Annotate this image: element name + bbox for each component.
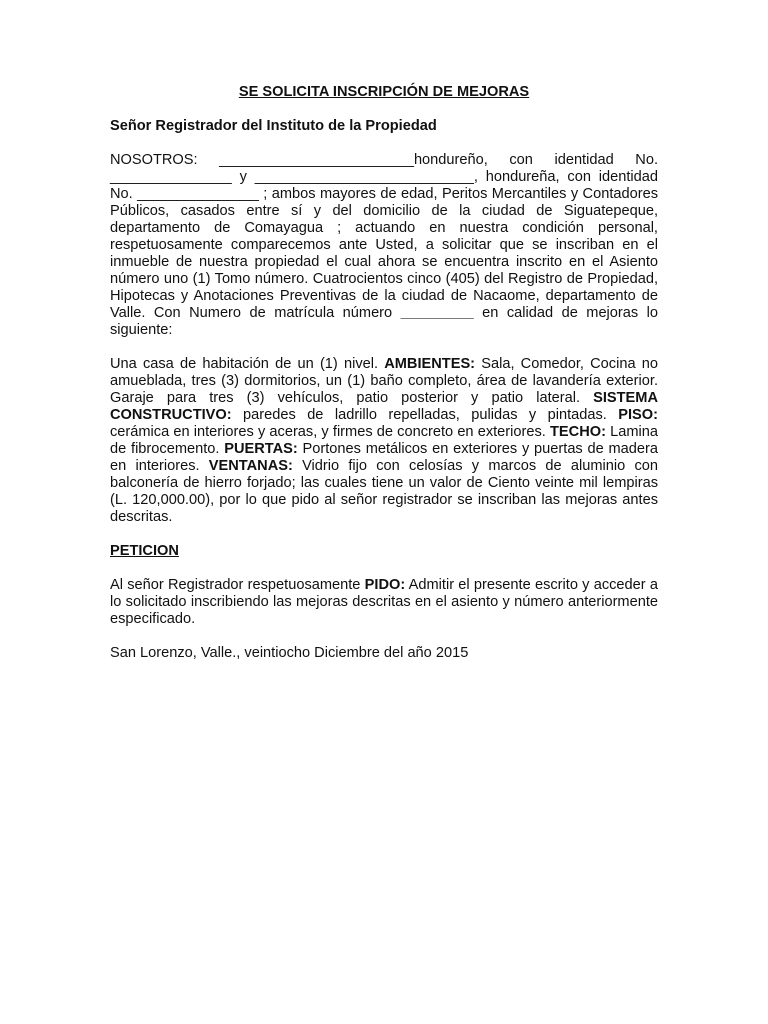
petition-paragraph [110,577,658,628]
bold-run: SISTEMA CONSTRUCTIVO: [110,390,658,423]
document-page [110,84,658,662]
description-paragraph [110,356,658,526]
text-run: Al señor Registrador respetuosamente [110,577,365,593]
petition-heading: PETICION [110,543,179,559]
text-run: Admitir el presente escrito y acceder a lo solicitado inscribiendo las mejoras descritas en el asiento y número anteriormente especificado. [110,577,659,627]
text-run: Vidrio fijo con celosías y marcos de aluminio con balconería de hierro forjado; las cuales tiene un valor de Ciento veinte mil lempiras (L. 120,000.00), por lo que pido al señor registrador se inscriban las mejoras antes descritas. [110,458,658,525]
text-run: en calidad de mejoras lo siguiente: [110,305,659,338]
text-run: Lamina de fibrocemento. [110,424,658,457]
addressee-line: Señor Registrador del Instituto de la Propiedad [110,118,437,134]
text-run: NOSOTROS: ________________________hondureño, con identidad No. _______________ y ___________________________, hondureña, con identidad No. _______________ ; ambos mayores de edad, Peritos Mercantiles y Contadores Públicos, casados entre sí y del domicilio de la ciudad de Siguatepeque, departamento de Comayagua ; actuando en nuestra condición personal, respetuosamente comparecemos ante Usted, a solicitar que se inscriban en el inmueble de nuestra propiedad el cual ahora se encuentra inscrito en el Asiento número uno (1) Tomo número. Cuatrocientos cinco (405) del Registro de Propiedad, Hipotecas y Anotaciones Preventivas de la ciudad de Nacaome, departamento de Valle. Con Numero de matrícula número [110,152,658,321]
bold-run: PISO: [618,407,658,423]
bold-run: VENTANAS: [208,458,293,474]
text-run: Portones metálicos en exteriores y puertas de madera en interiores. [110,441,659,474]
bold-run: AMBIENTES: [384,356,476,372]
bold-run: _________ [400,305,474,321]
text-run: Sala, Comedor, Cocina no amueblada, tres (3) dormitorios, un (1) baño completo, área de lavandería exterior. Garaje para tres (3) vehículos, patio posterior y patio lateral. [110,356,658,406]
signoff-line: San Lorenzo, Valle., veintiocho Diciembre del año 2015 [110,645,469,661]
text-run: Una casa de habitación de un (1) nivel. [110,356,385,372]
text-run: cerámica en interiores y aceras, y firmes de concreto en exteriores. [110,424,551,440]
bold-run: PIDO: [364,577,406,593]
bold-run: PUERTAS: [224,441,298,457]
document-title: SE SOLICITA INSCRIPCIÓN DE MEJORAS [238,84,530,100]
intro-paragraph [110,152,658,339]
text-run: paredes de ladrillo repelladas, pulidas y pintadas. [231,407,619,423]
bold-run: TECHO: [550,424,606,440]
